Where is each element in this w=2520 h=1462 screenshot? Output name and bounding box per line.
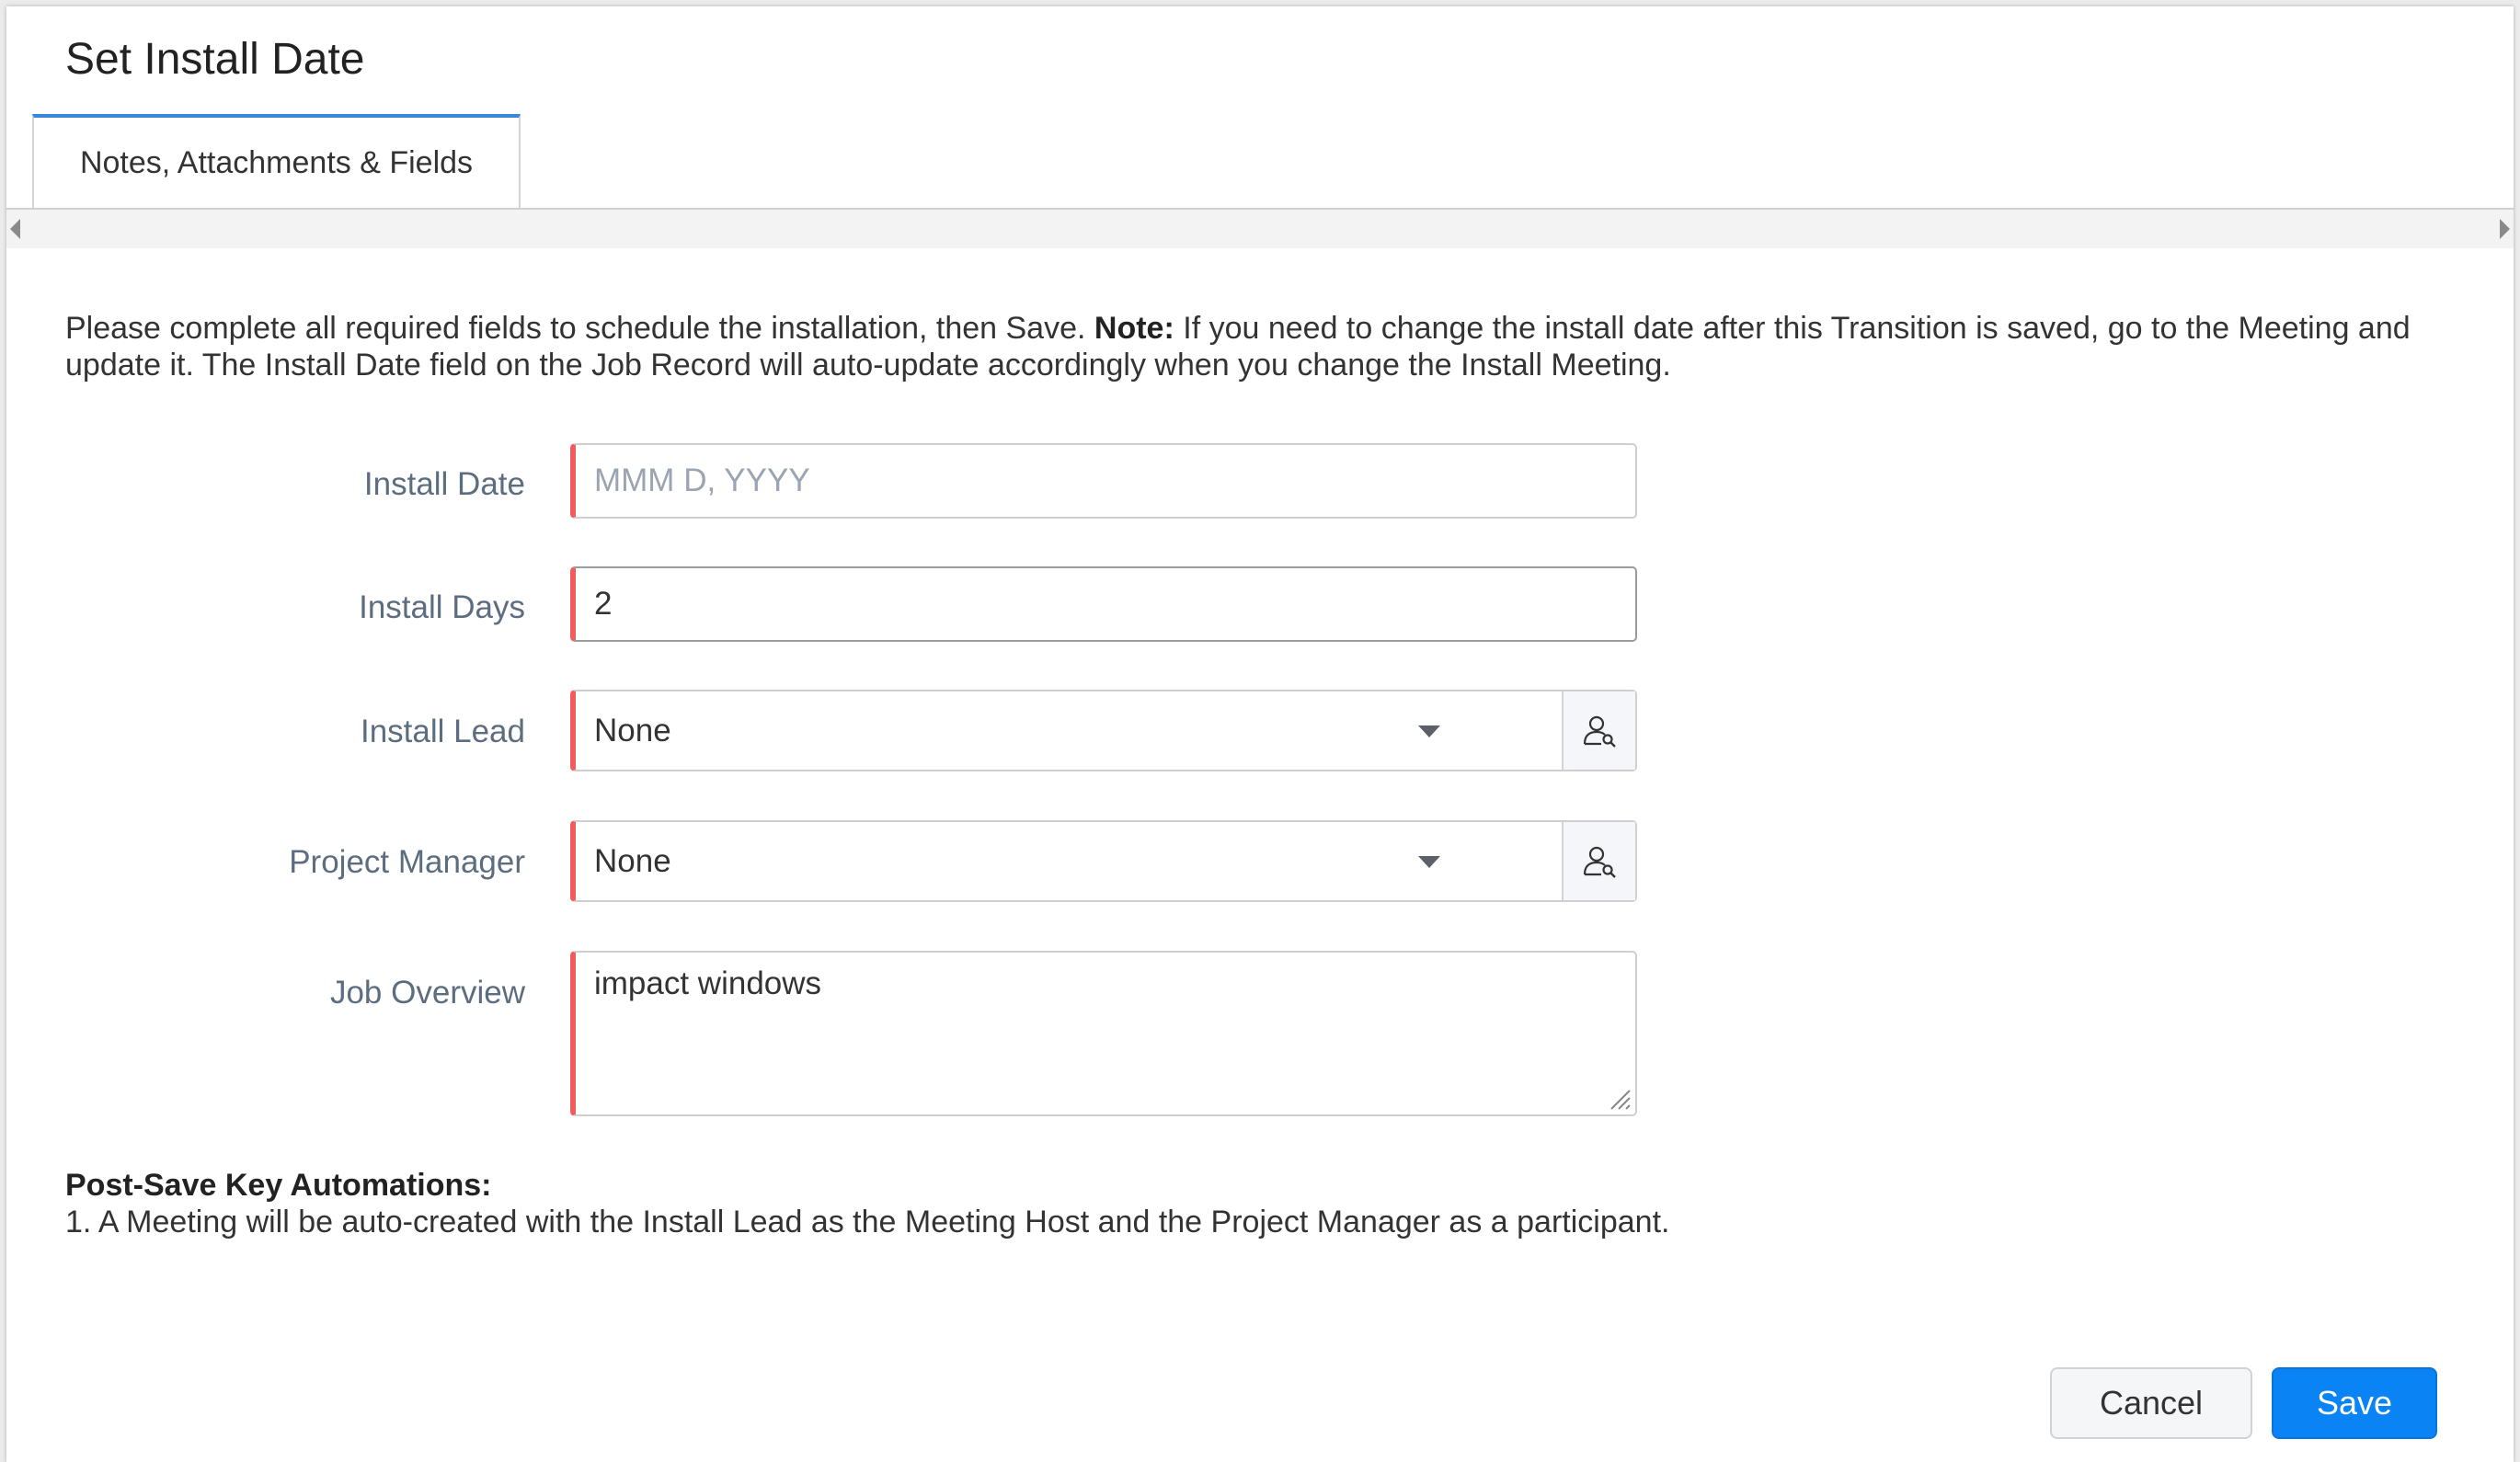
install-date-label: Install Date [363, 466, 525, 502]
instructions-text [65, 310, 2457, 383]
automations-title: Post-Save Key Automations: [65, 1168, 492, 1203]
install-lead-select[interactable] [570, 690, 1637, 771]
project-manager-label: Project Manager [289, 844, 525, 880]
install-lead-lookup-button[interactable] [1562, 691, 1635, 770]
install-days-value[interactable]: 2 [594, 586, 613, 622]
install-date-field[interactable] [570, 443, 1637, 519]
job-overview-value[interactable]: impact windows [594, 965, 822, 1001]
caret-down-icon[interactable] [1418, 725, 1440, 737]
dialog-title: Set Install Date [65, 35, 365, 84]
user-search-icon [1581, 843, 1618, 880]
horizontal-scrollbar[interactable] [6, 210, 2514, 248]
set-install-date-dialog [6, 6, 2514, 1462]
project-manager-select[interactable] [570, 820, 1637, 902]
install-days-label: Install Days [359, 589, 525, 625]
install-days-field[interactable] [570, 566, 1637, 642]
tab-notes-attachments-fields[interactable] [32, 114, 521, 208]
automation-item: 1. A Meeting will be auto-created with the Install Lead as the Meeting Host and the Project Manager as a participant. [65, 1205, 1670, 1239]
instructions-lead: Please complete all required fields to schedule the installation, then Save. [65, 311, 1086, 346]
scroll-left-arrow-icon[interactable] [10, 219, 20, 239]
scroll-right-arrow-icon[interactable] [2500, 219, 2510, 239]
job-overview-label: Job Overview [329, 975, 525, 1011]
user-search-icon [1581, 713, 1618, 749]
install-lead-value[interactable]: None [594, 712, 671, 748]
install-date-placeholder[interactable]: MMM D, YYYY [594, 463, 810, 498]
project-manager-lookup-button[interactable] [1562, 822, 1635, 900]
cancel-button[interactable]: Cancel [2050, 1367, 2252, 1439]
caret-down-icon[interactable] [1418, 856, 1440, 868]
tab-label: Notes, Attachments & Fields [79, 144, 474, 180]
save-button[interactable]: Save [2272, 1367, 2437, 1439]
install-lead-label: Install Lead [360, 714, 525, 749]
project-manager-value[interactable]: None [594, 842, 671, 879]
instructions-note-label: Note: [1094, 311, 1174, 346]
resize-grip-icon[interactable] [1604, 1083, 1632, 1111]
instructions-note-text: If you need to change the install date after this Transition is saved, go to the Meeting and update it. The Install Date field on the Job Record will auto-update accordingly when you change the Install Meeting. [65, 311, 2411, 383]
job-overview-textarea[interactable] [570, 951, 1637, 1116]
